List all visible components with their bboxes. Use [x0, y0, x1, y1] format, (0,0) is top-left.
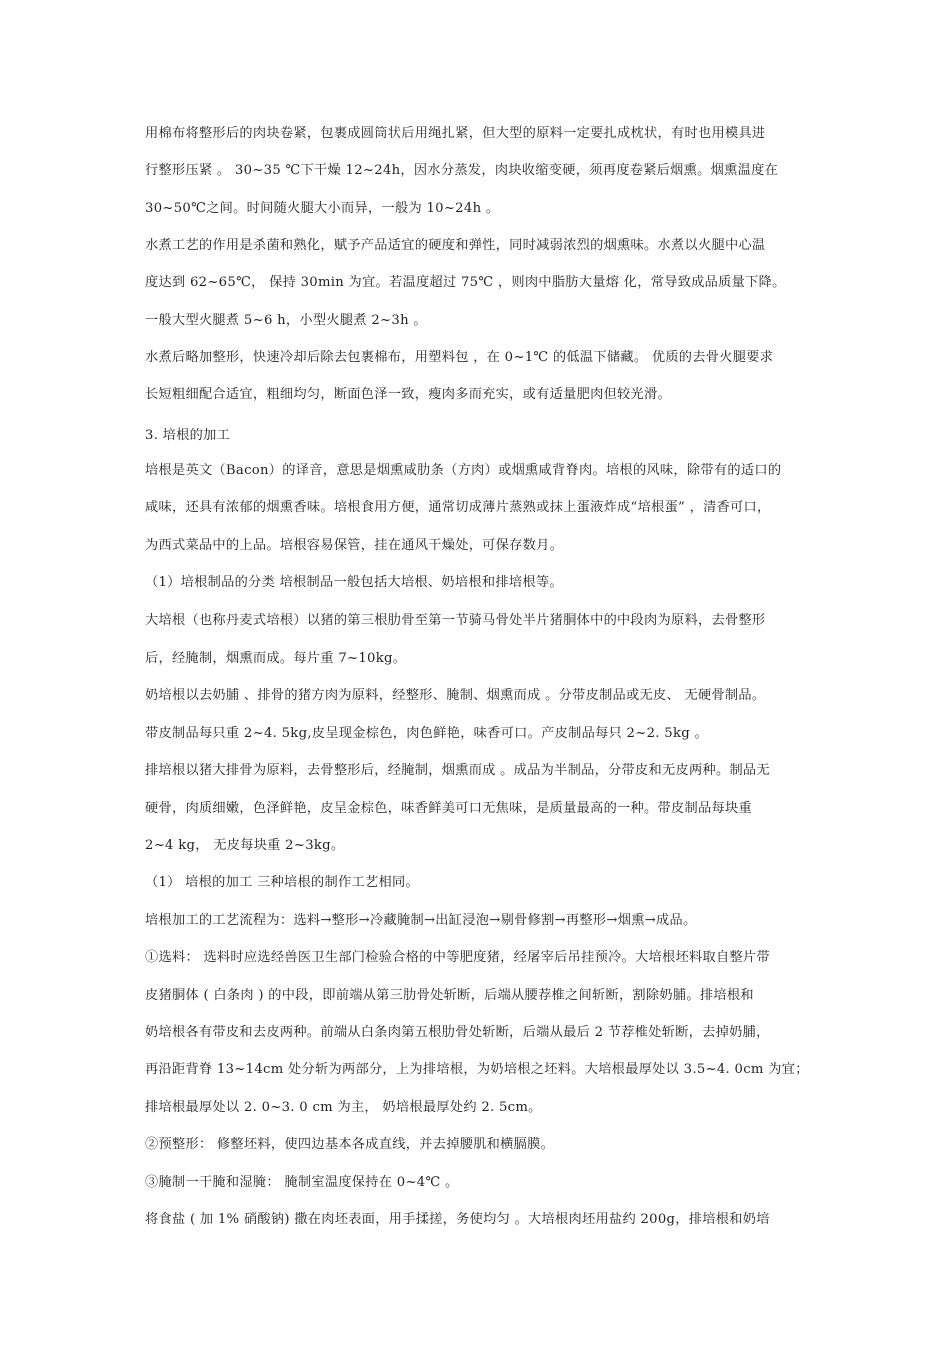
text-line: 排培根以猪大排骨为原料，去骨整形后，经腌制，烟熏而成 。成品为半制品，分带皮和无皮两种。制品无 [145, 763, 770, 778]
text-line: 奶培根以去奶脯 、排骨的猪方肉为原料，经整形、腌制、烟熏而成 。分带皮制品或无皮、 无硬骨制品。 [145, 688, 766, 703]
text-line: 行整形压紧 。 30~35 ℃下干燥 12~24h，因水分蒸发，肉块收缩变硬，须再度卷紧后烟熏。烟熏温度在 [145, 163, 779, 178]
text-line: 后，经腌制，烟熏而成。每片重 7~10kg。 [145, 651, 407, 666]
text-line: 水煮后略加整形，快速冷却后除去包裹棉布，用塑料包 ，在 0~1℃ 的低温下储藏。 优质的去骨火腿要求 [145, 350, 774, 365]
text-line: 水煮工艺的作用是杀菌和熟化，赋予产品适宜的硬度和弹性，同时减弱浓烈的烟熏味。水煮以火腿中心温 [145, 238, 766, 253]
text-line: 咸味，还具有浓郁的烟熏香味。培根食用方便，通常切成薄片蒸熟或抹上蛋液炸成“培根蛋” ，清香可口， [145, 500, 771, 515]
text-line: 培根加工的工艺流程为：选料→整形→冷藏腌制→出缸浸泡→剔骨修割→再整形→烟熏→成品。 [145, 913, 697, 928]
subsection-heading: （1） 培根的加工 三种培根的制作工艺相同。 [145, 875, 419, 890]
text-line: 用棉布将整形后的肉块卷紧，包裹成圆筒状后用绳扎紧，但大型的原料一定要扎成枕状，有时也用模具进 [145, 126, 766, 141]
text-line: ③腌制一干腌和湿腌： 腌制室温度保持在 0~4℃ 。 [145, 1175, 459, 1190]
text-line: ②预整形： 修整坯料，使四边基本各成直线，并去掉腰肌和横膈膜。 [145, 1137, 555, 1152]
text-line: 带皮制品每只重 2~4. 5kg,皮呈现金棕色，肉色鲜艳，味香可口。产皮制品每只 2~2. 5kg 。 [145, 726, 708, 741]
text-line: 大培根（也称丹麦式培根）以猪的第三根肋骨至第一节骑马骨处半片猪胴体中的中段肉为原料，去骨整形 [145, 613, 766, 628]
text-line: 为西式菜品中的上品。培根容易保管，挂在通风干燥处，可保存数月。 [145, 538, 564, 553]
subsection-heading: （1）培根制品的分类 培根制品一般包括大培根、奶培根和排培根等。 [145, 575, 563, 590]
text-line: 一般大型火腿煮 5~6 h，小型火腿煮 2~3h 。 [145, 313, 427, 328]
text-line: 奶培根各有带皮和去皮两种。前端从白条肉第五根肋骨处斩断，后端从最后 2 节荐椎处斩断，去掉奶脯， [145, 1025, 770, 1040]
text-line: 硬骨，肉质细嫩，色泽鲜艳，皮呈金棕色，味香鲜美可口无焦味，是质量最高的一种。带皮制品每块重 [145, 801, 752, 816]
text-line: 皮猪胴体 ( 白条肉 ) 的中段，即前端从第三肋骨处斩断，后端从腰荐椎之间斩断，割除奶脯。排培根和 [145, 988, 754, 1003]
text-line: 30~50℃之间。时间随火腿大小而异，一般为 10~24h 。 [145, 201, 500, 216]
text-line: 度达到 62~65℃， 保持 30min 为宜。若温度超过 75℃ ，则肉中脂肪大量熔 化，常导致成品质量下降。 [145, 275, 786, 290]
text-line: 将食盐 ( 加 1% 硝酸钠) 撒在肉坯表面，用手揉搓，务使均匀 。大培根肉坯用盐约 200g，排培根和奶培 [145, 1212, 770, 1227]
text-line: 长短粗细配合适宜，粗细均匀，断面色泽一致，瘦肉多而充实，或有适量肥肉但较光滑。 [145, 387, 672, 402]
text-line: ①选料： 选料时应选经兽医卫生部门检验合格的中等肥度猪，经屠宰后吊挂预冷。大培根坯料取自整片带 [145, 950, 770, 965]
section-heading: 3. 培根的加工 [145, 428, 231, 443]
text-line: 2~4 kg， 无皮每块重 2~3kg。 [145, 838, 345, 853]
text-line: 培根是英文（Bacon）的译音，意思是烟熏咸肋条（方肉）或烟熏咸背脊肉。培根的风味，除带有的适口的 [145, 463, 782, 478]
text-line: 排培根最厚处以 2. 0~3. 0 cm 为主， 奶培根最厚处约 2. 5cm。 [145, 1100, 542, 1115]
text-line: 再沿距背脊 13~14cm 处分斩为两部分，上为排培根，为奶培根之坯料。大培根最厚处以 3.5~4. 0cm 为宜； [145, 1062, 809, 1077]
